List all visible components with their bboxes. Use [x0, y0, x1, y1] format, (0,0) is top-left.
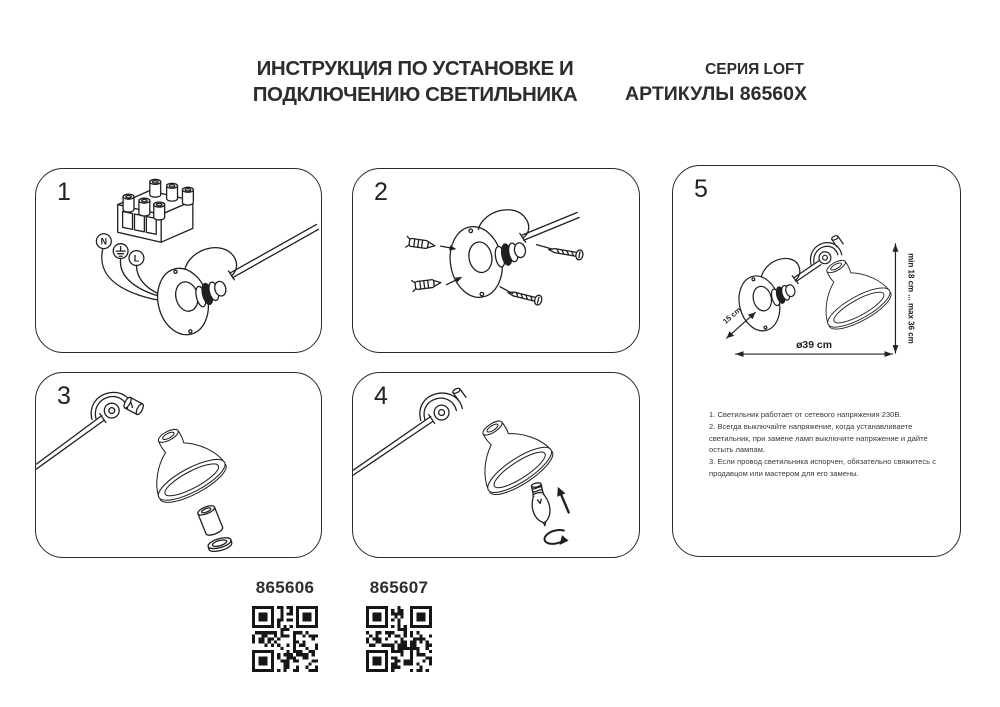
svg-text:L: L — [133, 253, 140, 264]
product-code: 865607 — [369, 578, 429, 597]
qr-code-icon — [252, 606, 318, 672]
product-variant-1 — [249, 578, 321, 672]
dimension-diameter — [736, 340, 893, 357]
panel-step-3 — [35, 372, 322, 558]
mounting-illustration — [353, 169, 639, 352]
panel-step-1 — [35, 168, 322, 353]
lamp-arm — [37, 392, 145, 469]
articles-label: АРТИКУЛЫ 86560X — [625, 83, 807, 105]
wiring-illustration — [36, 169, 321, 352]
wall-dowel — [406, 236, 457, 251]
wire-label-neutral — [96, 234, 111, 249]
svg-text:15 cm: 15 cm — [721, 305, 743, 326]
light-bulb — [527, 481, 553, 527]
wall-plate — [151, 263, 229, 340]
note-line: 3. Если провод светильника испорчен, обязательно свяжитесь с продавцом или мастером для его замены. — [709, 457, 936, 478]
step-number: 3 — [57, 382, 71, 410]
wire-label-line — [129, 251, 144, 266]
panel-step-4 — [352, 372, 640, 558]
series-label: СЕРИЯ LOFT — [705, 61, 804, 78]
insert-arrow-icon — [554, 485, 573, 514]
socket-sleeve — [197, 504, 224, 537]
lamp-arm — [761, 234, 843, 283]
lamp-shade — [459, 404, 559, 502]
step-number: 2 — [374, 178, 388, 206]
page-title-line2: ПОДКЛЮЧЕНИЮ СВЕТИЛЬНИКА — [252, 82, 578, 106]
note-line: 1. Светильник работает от сетевого напряжения 230В. — [709, 410, 902, 419]
wall-plate — [445, 222, 528, 301]
dimensions-illustration — [673, 166, 960, 556]
lamp-arm — [354, 387, 466, 475]
step-number: 5 — [694, 175, 708, 203]
rotate-arrow-icon — [543, 528, 569, 549]
mounting-screw — [500, 287, 543, 306]
mounting-screw — [537, 245, 584, 261]
panel-step-5 — [672, 165, 961, 557]
shade-assembly-illustration — [36, 373, 321, 557]
terminal-block-icon — [118, 179, 194, 242]
product-variant-2 — [363, 578, 435, 672]
svg-text:N: N — [100, 236, 108, 247]
bulb-installation-illustration — [353, 373, 639, 557]
lamp-shade — [804, 246, 896, 336]
page-title — [215, 56, 615, 108]
step-number: 4 — [374, 382, 388, 410]
qr-code-icon — [366, 606, 432, 672]
product-code: 865606 — [255, 578, 315, 597]
dimension-height — [892, 244, 915, 353]
lamp-arm — [185, 224, 319, 279]
step-number: 1 — [57, 178, 71, 206]
svg-text:min 18 cm ... max 36 cm: min 18 cm ... max 36 cm — [906, 253, 916, 344]
panel-step-2 — [352, 168, 640, 353]
lamp-shade — [133, 415, 231, 510]
page-title-line1: ИНСТРУКЦИЯ ПО УСТАНОВКЕ И — [256, 57, 574, 80]
safety-notes — [709, 409, 953, 480]
svg-text:ø39 cm: ø39 cm — [796, 340, 832, 352]
wall-plate — [733, 272, 797, 336]
retaining-ring — [207, 536, 233, 554]
note-line: 2. Всегда выключайте напряжение, когда устанавливаете светильник, при замене ламп выключите напряжение и дайте остыть лампам. — [709, 421, 928, 455]
earth-ground-icon — [113, 244, 128, 259]
